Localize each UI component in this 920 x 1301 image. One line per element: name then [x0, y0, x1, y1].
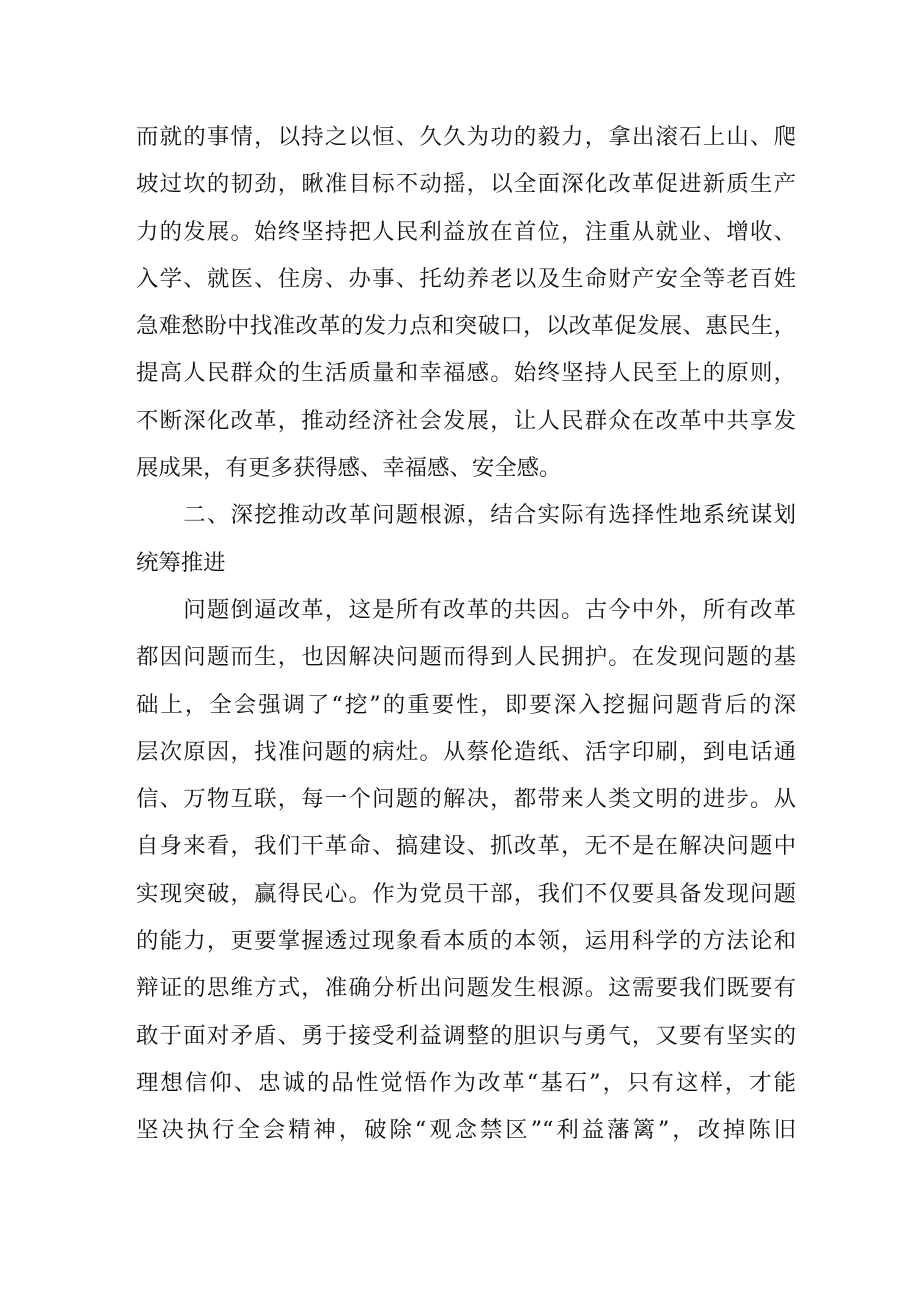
text-line: 础上，全会强调了“挖”的重要性，即要深入挖掘问题背后的深	[136, 691, 796, 718]
section-heading-line: 统筹推进	[136, 549, 226, 576]
text-line: 展成果，有更多获得感、幸福感、安全感。	[136, 455, 562, 482]
text-line: 急难愁盼中找准改革的发力点和突破口，以改革促发展、惠民生，	[136, 313, 796, 340]
text-line: 坚决执行全会精神，破除“观念禁区”“利益藩篱”，改掉陈旧	[136, 1117, 796, 1144]
text-line: 层次原因，找准问题的病灶。从蔡伦造纸、活字印刷，到电话通	[136, 738, 796, 765]
text-line: 自身来看，我们干革命、搞建设、抓改革，无不是在解决问题中	[136, 833, 796, 860]
text-line: 不断深化改革，推动经济社会发展，让人民群众在改革中共享发	[136, 407, 796, 434]
text-line: 敢于面对矛盾、勇于接受利益调整的胆识与勇气，又要有坚实的	[136, 1022, 796, 1049]
section-heading-line: 二、深挖推动改革问题根源，结合实际有选择性地系统谋划	[136, 502, 796, 529]
text-line: 坡过坎的韧劲，瞅准目标不动摇，以全面深化改革促进新质生产	[136, 171, 796, 198]
text-line: 理想信仰、忠诚的品性觉悟作为改革“基石”，只有这样，才能	[136, 1069, 796, 1096]
text-line: 信、万物互联，每一个问题的解决，都带来人类文明的进步。从	[136, 786, 796, 813]
text-line: 力的发展。始终坚持把人民利益放在首位，注重从就业、增收、	[136, 218, 796, 245]
body-text	[136, 114, 796, 1155]
text-line: 实现突破，赢得民心。作为党员干部，我们不仅要具备发现问题	[136, 880, 796, 907]
text-line: 问题倒逼改革，这是所有改革的共因。古今中外，所有改革	[136, 596, 796, 623]
text-line: 而就的事情，以持之以恒、久久为功的毅力，拿出滚石上山、爬	[136, 124, 796, 150]
text-line: 都因问题而生，也因解决问题而得到人民拥护。在发现问题的基	[136, 644, 796, 671]
text-line: 的能力，更要掌握透过现象看本质的本领，运用科学的方法论和	[136, 928, 796, 955]
text-line: 辩证的思维方式，准确分析出问题发生根源。这需要我们既要有	[136, 975, 796, 1002]
text-line: 入学、就医、住房、办事、托幼养老以及生命财产安全等老百姓	[136, 265, 796, 292]
text-line: 提高人民群众的生活质量和幸福感。始终坚持人民至上的原则，	[136, 360, 796, 387]
